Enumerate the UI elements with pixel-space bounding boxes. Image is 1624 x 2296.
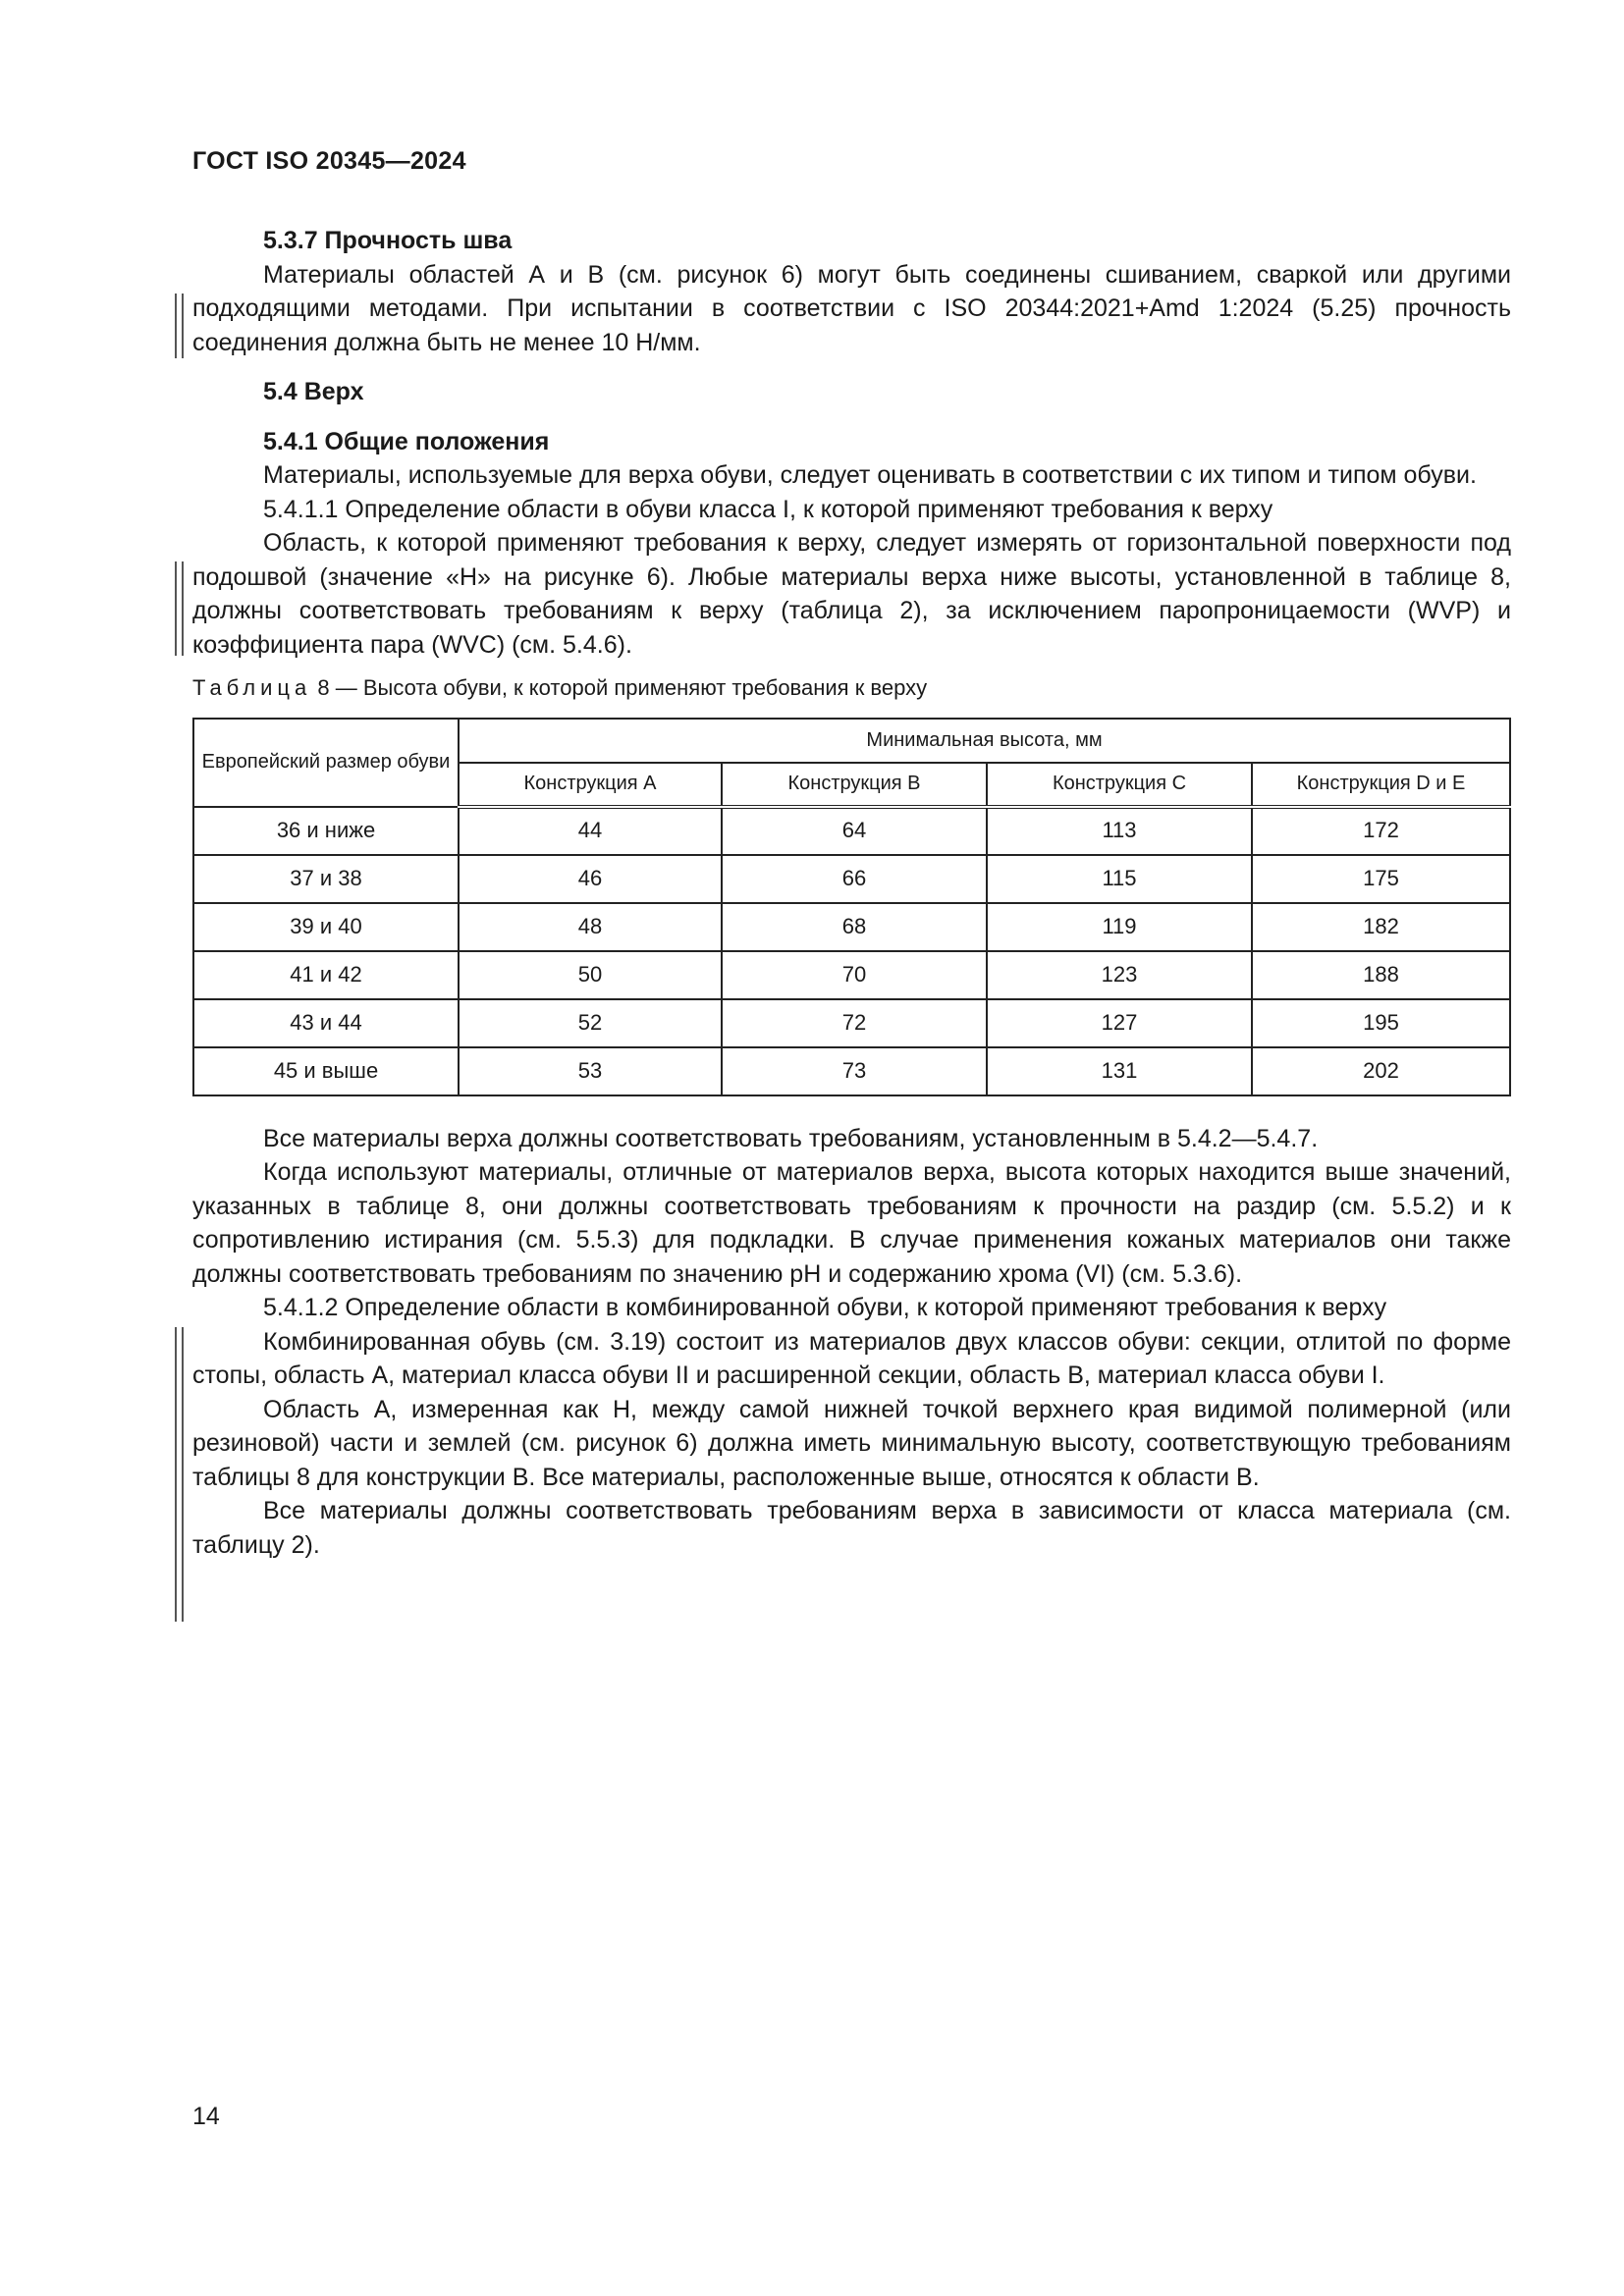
table-header-min-height: Минимальная высота, мм [459, 719, 1510, 763]
table-cell: 202 [1252, 1047, 1510, 1095]
change-bar [175, 1327, 184, 1622]
table-cell: 64 [722, 807, 987, 855]
subsection-heading-5-4-1-1: 5.4.1.1 Определение области в обуви класса I, к которой применяют требования к верху [263, 495, 1273, 523]
table-cell: 46 [459, 855, 722, 903]
table-cell: 70 [722, 951, 987, 999]
table-cell: 73 [722, 1047, 987, 1095]
table-cell: 44 [459, 807, 722, 855]
table-cell: 188 [1252, 951, 1510, 999]
paragraph: Материалы областей А и В (см. рисунок 6) могут быть соединены сшиванием, сваркой или другими подходящими методами. При испытании в соответствии с ISO 20344:2021+Amd 1:2024 (5.25) прочность соединения должна быть не менее 10 Н/мм. [192, 260, 1511, 356]
table-cell: 52 [459, 999, 722, 1047]
table-cell: 66 [722, 855, 987, 903]
table-cell: 68 [722, 903, 987, 951]
table-row [193, 807, 1510, 855]
table-cell: 37 и 38 [193, 855, 459, 903]
table-cell: 36 и ниже [193, 807, 459, 855]
table-cell: 39 и 40 [193, 903, 459, 951]
table-header-construction-c: Конструкция С [987, 763, 1252, 807]
change-bar [175, 294, 184, 358]
paragraph: Когда используют материалы, отличные от материалов верха, высота которых находится выше значений, указанных в таблице 8, они должны соответствовать требованиям к прочности на раздир (см. 5.5.2) и к сопротивлению истирания (см. 5.5.3) для подкладки. В случае применения кожаных материалов они также должны соответствовать требованиям по значению pH и содержанию хрома (VI) (см. 5.3.6). [192, 1158, 1511, 1288]
table-8 [192, 718, 1511, 1096]
table-cell: 115 [987, 855, 1252, 903]
table-cell: 48 [459, 903, 722, 951]
table-header-construction-d-e: Конструкция D и E [1252, 763, 1510, 807]
paragraph: Все материалы должны соответствовать требованиям верха в зависимости от класса материала (см. таблицу 2). [192, 1497, 1511, 1559]
table-header-construction-a: Конструкция А [459, 763, 722, 807]
table-cell: 45 и выше [193, 1047, 459, 1095]
table-row [193, 903, 1510, 951]
section-heading-5-4: 5.4 Верх [263, 378, 364, 405]
change-marked-block [192, 258, 1511, 360]
paragraph: Область А, измеренная как Н, между самой нижней точкой верхнего края видимой полимерной (или резиновой) части и землей (см. рисунок 6) должна иметь минимальную высоту, соответствующую требованиям таблицы 8 для конструкции В. Все материалы, расположенные выше, относятся к области В. [192, 1395, 1511, 1491]
table-cell: 123 [987, 951, 1252, 999]
table-cell: 41 и 42 [193, 951, 459, 999]
table-header-size: Европейский размер обуви [193, 719, 459, 807]
table-cell: 175 [1252, 855, 1510, 903]
paragraph: Область, к которой применяют требования к верху, следует измерять от горизонтальной поверхности под подошвой (значение «Н» на рисунке 6). Любые материалы верха ниже высоты, установленной в таблице 8, должны соответствовать требованиям к верху (таблица 2), за исключением паропроницаемости (WVP) и коэффициента пара (WVC) (см. 5.4.6). [192, 529, 1511, 659]
document-header: ГОСТ ISO 20345—2024 [192, 147, 466, 175]
table-cell: 43 и 44 [193, 999, 459, 1047]
table-cell: 119 [987, 903, 1252, 951]
table-cell: 113 [987, 807, 1252, 855]
table-cell: 53 [459, 1047, 722, 1095]
table-cell: 182 [1252, 903, 1510, 951]
table-cell: 172 [1252, 807, 1510, 855]
table-row [193, 1047, 1510, 1095]
change-bar [175, 561, 184, 656]
change-marked-block [192, 526, 1511, 662]
change-marked-block [192, 1325, 1511, 1563]
table-row [193, 951, 1510, 999]
table-row [193, 999, 1510, 1047]
subsection-heading-5-4-1-2: 5.4.1.2 Определение области в комбинированной обуви, к которой применяют требования к верху [263, 1294, 1387, 1321]
table-cell: 72 [722, 999, 987, 1047]
table-cell: 50 [459, 951, 722, 999]
section-heading-5-4-1: 5.4.1 Общие положения [263, 427, 550, 455]
table-cell: 127 [987, 999, 1252, 1047]
table-row [193, 855, 1510, 903]
table-caption: Таблица 8 — Высота обуви, к которой применяют требования к верху [192, 675, 928, 700]
table-header-construction-b: Конструкция В [722, 763, 987, 807]
page-number: 14 [192, 2103, 220, 2130]
paragraph: Материалы, используемые для верха обуви, следует оценивать в соответствии с их типом и типом обуви. [263, 461, 1477, 489]
section-heading-5-3-7: 5.3.7 Прочность шва [263, 227, 513, 254]
paragraph: Все материалы верха должны соответствовать требованиям, установленным в 5.4.2—5.4.7. [263, 1124, 1319, 1152]
paragraph: Комбинированная обувь (см. 3.19) состоит из материалов двух классов обуви: секции, отлитой по форме стопы, область А, материал класса обуви II и расширенной секции, область В, материал класса обуви I. [192, 1327, 1511, 1389]
page-content [192, 224, 1511, 1562]
table-cell: 195 [1252, 999, 1510, 1047]
table-cell: 131 [987, 1047, 1252, 1095]
